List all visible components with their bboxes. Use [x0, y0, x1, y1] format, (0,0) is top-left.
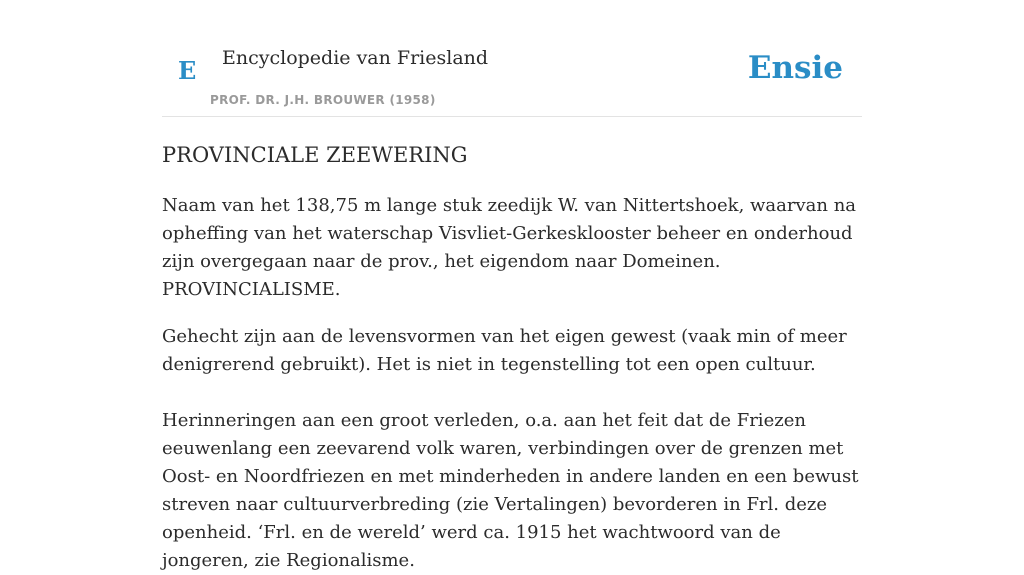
logo-icon[interactable]: E — [178, 56, 197, 85]
brand-logo[interactable]: Ensie — [747, 50, 843, 86]
entry-body — [162, 192, 862, 575]
paragraph: Herinneringen aan een groot verleden, o.a. aan het feit dat de Friezen eeuwenlang een zeevarend volk waren, verbindingen over de grenzen met Oost- en Noordfriezen en met minderheden in andere landen en een bewust streven naar cultuurverbreding (zie Vertalingen) bevorderen in Frl. deze openheid. ‘Frl. en de wereld’ werd ca. 1915 het wachtwoord van de jongeren, zie Regionalisme. — [162, 410, 859, 571]
page-title: PROVINCIALE ZEEWERING — [162, 143, 468, 167]
book-title[interactable]: Encyclopedie van Friesland — [222, 47, 489, 69]
header — [162, 0, 862, 117]
paragraph: Gehecht zijn aan de levensvormen van het eigen gewest (vaak min of meer denigrerend gebruikt). Het is niet in tegenstelling tot een open cultuur. — [162, 326, 847, 375]
author-byline: PROF. DR. J.H. BROUWER (1958) — [210, 93, 436, 107]
paragraph: Naam van het 138,75 m lange stuk zeedijk W. van Nittertshoek, waarvan na opheffing van het waterschap Visvliet-Gerkesklooster beheer en onderhoud zijn overgegaan naar de prov., het eigendom naar Domeinen. PROVINCIALISME. — [162, 195, 857, 300]
page — [162, 0, 862, 571]
